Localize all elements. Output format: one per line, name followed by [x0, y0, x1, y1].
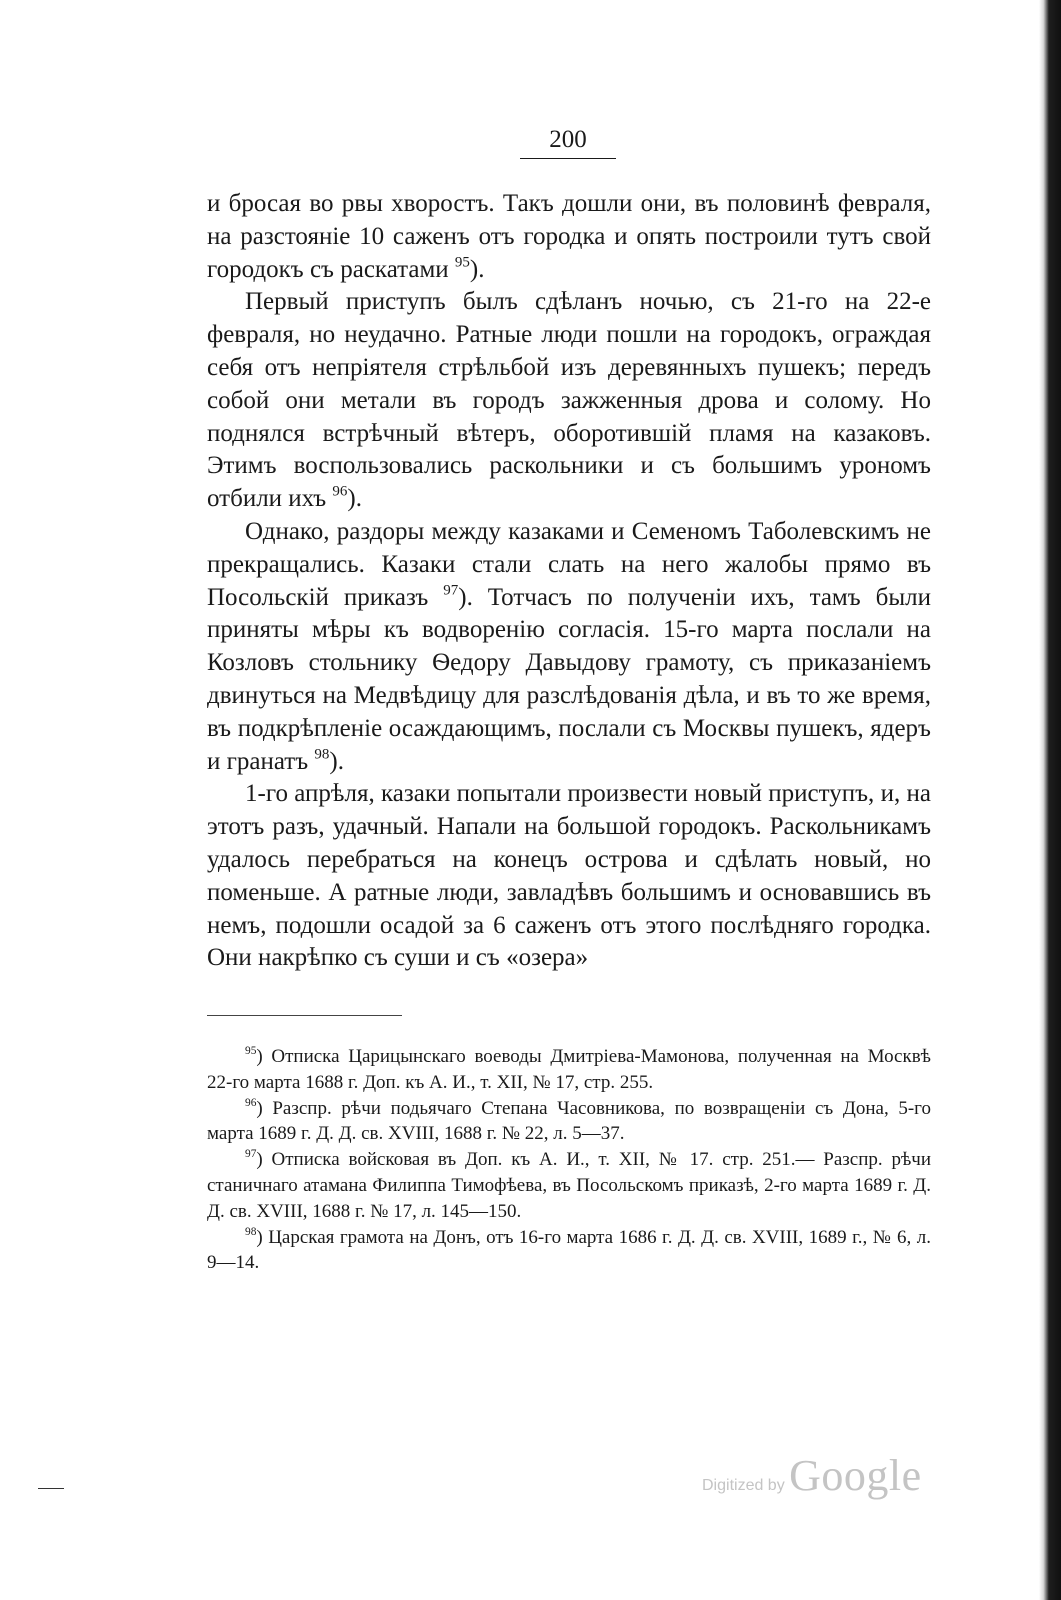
text-run: Однако, раздоры между казаками и Семеномъ Таболевскимъ не прекращались. Казаки стали слать на него жалобы прямо въ Посольскій приказъ [207, 517, 931, 611]
text-run: ) Разспр. рѣчи подьячаго Степана Часовникова, по возвращеніи съ Дона, 5-го марта 1689 г. Д. Д. св. XVIII, 1688 г. № 22, л. 5—37. [207, 1097, 931, 1145]
paragraph [207, 778, 931, 975]
footnote-ref: 98 [314, 746, 330, 763]
main-text [207, 188, 931, 975]
text-run: ). [469, 255, 485, 283]
footnote-ref: 96 [245, 1096, 257, 1109]
footnote-ref: 97 [443, 582, 459, 599]
paragraph [207, 188, 931, 286]
text-run: ) Отписка войсковая въ Доп. къ А. И., т. XII, № 17. стр. 251.— Разспр. рѣчи станичнаго атамана Филиппа Тимофѣева, въ Посольскомъ приказѣ, 2-го марта 1689 г. Д. Д. св. XVIII, 1688 г. № 17, л. 145—150. [207, 1149, 931, 1222]
paragraph [207, 516, 931, 778]
footnotes [207, 1044, 931, 1276]
footnote-separator [207, 1015, 402, 1016]
scan-edge-shadow [1039, 0, 1061, 1600]
margin-mark [38, 1488, 64, 1489]
text-run: ). [329, 747, 344, 775]
google-logo: Google [789, 1451, 922, 1500]
text-run: Первый приступъ былъ сдѣланъ ночью, съ 21-го на 22-е февраля, но неудачно. Ратные люди пошли на городокъ, ограждая себя отъ непріятеля стрѣльбой изъ деревянныхъ пушекъ; передъ собой они метали въ городъ зажженныя дрова и солому. Но поднялся встрѣчный вѣтеръ, оборотившій пламя на казаковъ. Этимъ воспользовались раскольники и съ большимъ урономъ отбили ихъ [207, 288, 931, 513]
text-run: ) Отписка Царицынскаго воеводы Дмитріева-Мамонова, полученная на Москвѣ 22-го марта 1688 г. Доп. къ А. И., т. XII, № 17, стр. 255. [207, 1046, 931, 1093]
watermark-prefix: Digitized by [702, 1477, 785, 1494]
page-number: 200 [520, 124, 616, 159]
footnote [207, 1225, 931, 1277]
footnote-ref: 95 [245, 1045, 257, 1058]
text-run: и бросая во рвы хворостъ. Такъ дошли они, въ половинѣ февраля, на разстояніе 10 саженъ отъ городка и опять построили тутъ свой городокъ съ раскатами [207, 190, 931, 283]
digitized-watermark [702, 1450, 922, 1501]
footnote-ref: 95 [454, 254, 470, 271]
footnote-ref: 96 [332, 483, 348, 500]
paragraph [207, 286, 931, 516]
text-run: ). [347, 485, 362, 513]
text-run: 1-го апрѣля, казаки попытали произвести новый приступъ, и, на этотъ разъ, удачный. Напали на большой городокъ. Раскольникамъ удалось перебраться на конецъ острова и сдѣлать новый, но поменьше. А ратные люди, завладѣвъ большимъ и основавшись въ немъ, подошли осадой за 6 саженъ отъ этого послѣдняго городка. Они накрѣпко съ суши и съ «озера» [207, 780, 931, 972]
text-run: ) Царская грамота на Донъ, отъ 16-го марта 1686 г. Д. Д. св. XVIII, 1689 г., № 6, л. 9—14. [207, 1226, 931, 1274]
footnote [207, 1096, 931, 1148]
footnote [207, 1044, 931, 1096]
footnote-ref: 97 [245, 1148, 257, 1161]
footnote [207, 1147, 931, 1224]
text-run: ). Тотчасъ по полученіи ихъ, тамъ были приняты мѣры къ водворенію согласія. 15-го марта послали на Козловъ стольнику Ѳедору Давыдову грамоту, съ приказаніемъ двинуться на Медвѣдицу для разслѣдованія дѣла, и въ то же время, въ подкрѣпленіе осаждающимъ, послали съ Москвы пушекъ, ядеръ и гранатъ [207, 583, 931, 775]
footnote-ref: 98 [245, 1225, 257, 1238]
